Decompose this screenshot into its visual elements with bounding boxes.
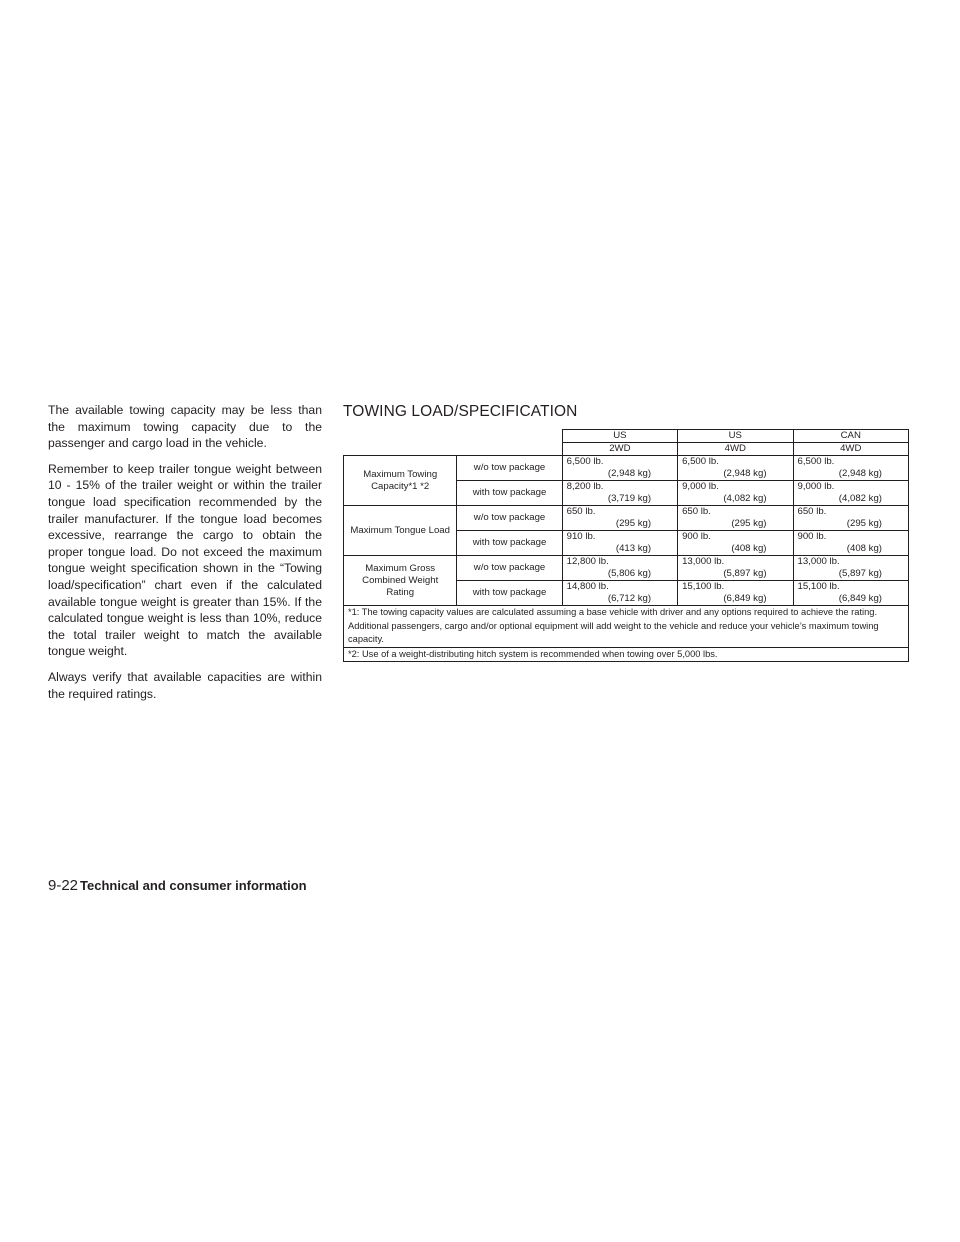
package-label: w/o tow package xyxy=(457,556,562,581)
value-lb: 9,000 lb. xyxy=(797,481,835,492)
value-cell xyxy=(793,531,908,556)
value-kg: (408 kg) xyxy=(846,543,882,554)
value-cell xyxy=(562,556,677,581)
value-lb: 9,000 lb. xyxy=(682,481,719,492)
table-footnote: *1: The towing capacity values are calculated assuming a base vehicle with driver and any options required to achieve the rating. Additional passengers, cargo and/or optional equipment will add weight to the vehicle and reduce your vehicle’s maximum towing capacity. xyxy=(344,606,909,648)
value-lb: 8,200 lb. xyxy=(566,481,604,492)
table-corner-cell xyxy=(344,430,563,456)
value-cell xyxy=(562,531,677,556)
paragraph: Remember to keep trailer tongue weight between 10 - 15% of the trailer weight or within the trailer tongue load specification recommended by the trailer manufacturer. If the tongue load becomes excessive, rearrange the cargo to obtain the proper tongue load. Do not exceed the maximum tongue weight specification shown in the “Towing load/specification” chart even if the calculated available tongue weight is greater than 15%. If the calculated tongue weight is less than 10%, reduce the total trailer weight to match the available tongue weight. xyxy=(48,461,322,659)
row-group-label: Maximum Towing Capacity*1 *2 xyxy=(344,456,457,506)
value-lb: 650 lb. xyxy=(797,506,827,517)
value-cell xyxy=(562,481,677,506)
paragraph: Always verify that available capacities are within the required ratings. xyxy=(48,669,322,701)
package-label: w/o tow package xyxy=(457,456,562,481)
value-kg: (5,806 kg) xyxy=(607,568,652,579)
value-cell xyxy=(678,556,793,581)
value-lb: 6,500 lb. xyxy=(682,456,719,467)
value-kg: (4,082 kg) xyxy=(723,493,767,504)
header-cell: 2WD xyxy=(562,443,677,456)
value-cell xyxy=(793,506,908,531)
value-cell xyxy=(678,581,793,606)
table-row xyxy=(344,456,909,481)
value-cell xyxy=(562,506,677,531)
value-cell xyxy=(793,581,908,606)
value-cell xyxy=(793,481,908,506)
chapter-title: Technical and consumer information xyxy=(80,878,307,893)
table-header-row xyxy=(344,430,909,443)
table-footnote: *2: Use of a weight-distributing hitch system is recommended when towing over 5,000 lbs. xyxy=(344,647,909,662)
value-lb: 650 lb. xyxy=(566,506,596,517)
value-cell xyxy=(678,481,793,506)
value-lb: 13,000 lb. xyxy=(797,556,840,567)
value-kg: (3,719 kg) xyxy=(607,493,652,504)
value-kg: (6,849 kg) xyxy=(838,593,882,604)
body-text-column xyxy=(48,402,322,711)
value-lb: 15,100 lb. xyxy=(797,581,840,592)
value-lb: 6,500 lb. xyxy=(797,456,835,467)
value-lb: 15,100 lb. xyxy=(682,581,725,592)
value-kg: (6,712 kg) xyxy=(607,593,652,604)
header-cell: US xyxy=(678,430,793,443)
header-cell: 4WD xyxy=(678,443,793,456)
page-number: 9-22 xyxy=(48,877,79,894)
row-group-label: Maximum Gross Combined Weight Rating xyxy=(344,556,457,606)
value-lb: 14,800 lb. xyxy=(566,581,609,592)
value-kg: (2,948 kg) xyxy=(723,468,767,479)
value-kg: (408 kg) xyxy=(731,543,767,554)
value-lb: 900 lb. xyxy=(797,531,827,542)
table-note-row xyxy=(344,606,909,648)
value-cell xyxy=(793,556,908,581)
value-lb: 6,500 lb. xyxy=(566,456,604,467)
value-cell xyxy=(678,456,793,481)
value-cell xyxy=(562,456,677,481)
value-kg: (5,897 kg) xyxy=(723,568,767,579)
value-lb: 12,800 lb. xyxy=(566,556,609,567)
value-kg: (2,948 kg) xyxy=(607,468,652,479)
value-kg: (413 kg) xyxy=(615,543,652,554)
value-lb: 650 lb. xyxy=(682,506,711,517)
header-cell: 4WD xyxy=(793,443,908,456)
header-cell: US xyxy=(562,430,677,443)
paragraph: The available towing capacity may be less than the maximum towing capacity due to the passenger and cargo load in the vehicle. xyxy=(48,403,322,451)
value-cell xyxy=(678,506,793,531)
value-kg: (295 kg) xyxy=(731,518,767,529)
package-label: w/o tow package xyxy=(457,506,562,531)
value-cell xyxy=(678,531,793,556)
package-label: with tow package xyxy=(457,481,562,506)
value-cell xyxy=(562,581,677,606)
value-lb: 910 lb. xyxy=(566,531,596,542)
table-row xyxy=(344,506,909,531)
value-kg: (295 kg) xyxy=(615,518,652,529)
table-note-row xyxy=(344,647,909,662)
value-kg: (4,082 kg) xyxy=(838,493,882,504)
value-kg: (6,849 kg) xyxy=(723,593,767,604)
value-cell xyxy=(793,456,908,481)
package-label: with tow package xyxy=(457,531,562,556)
value-lb: 13,000 lb. xyxy=(682,556,725,567)
value-kg: (5,897 kg) xyxy=(838,568,882,579)
row-group-label: Maximum Tongue Load xyxy=(344,506,457,556)
value-lb: 900 lb. xyxy=(682,531,711,542)
table-row xyxy=(344,556,909,581)
page-footer xyxy=(48,877,307,895)
package-label: with tow package xyxy=(457,581,562,606)
towing-spec-table xyxy=(343,429,909,662)
value-kg: (295 kg) xyxy=(846,518,882,529)
section-title: TOWING LOAD/SPECIFICATION xyxy=(343,403,578,420)
header-cell: CAN xyxy=(793,430,908,443)
value-kg: (2,948 kg) xyxy=(838,468,882,479)
